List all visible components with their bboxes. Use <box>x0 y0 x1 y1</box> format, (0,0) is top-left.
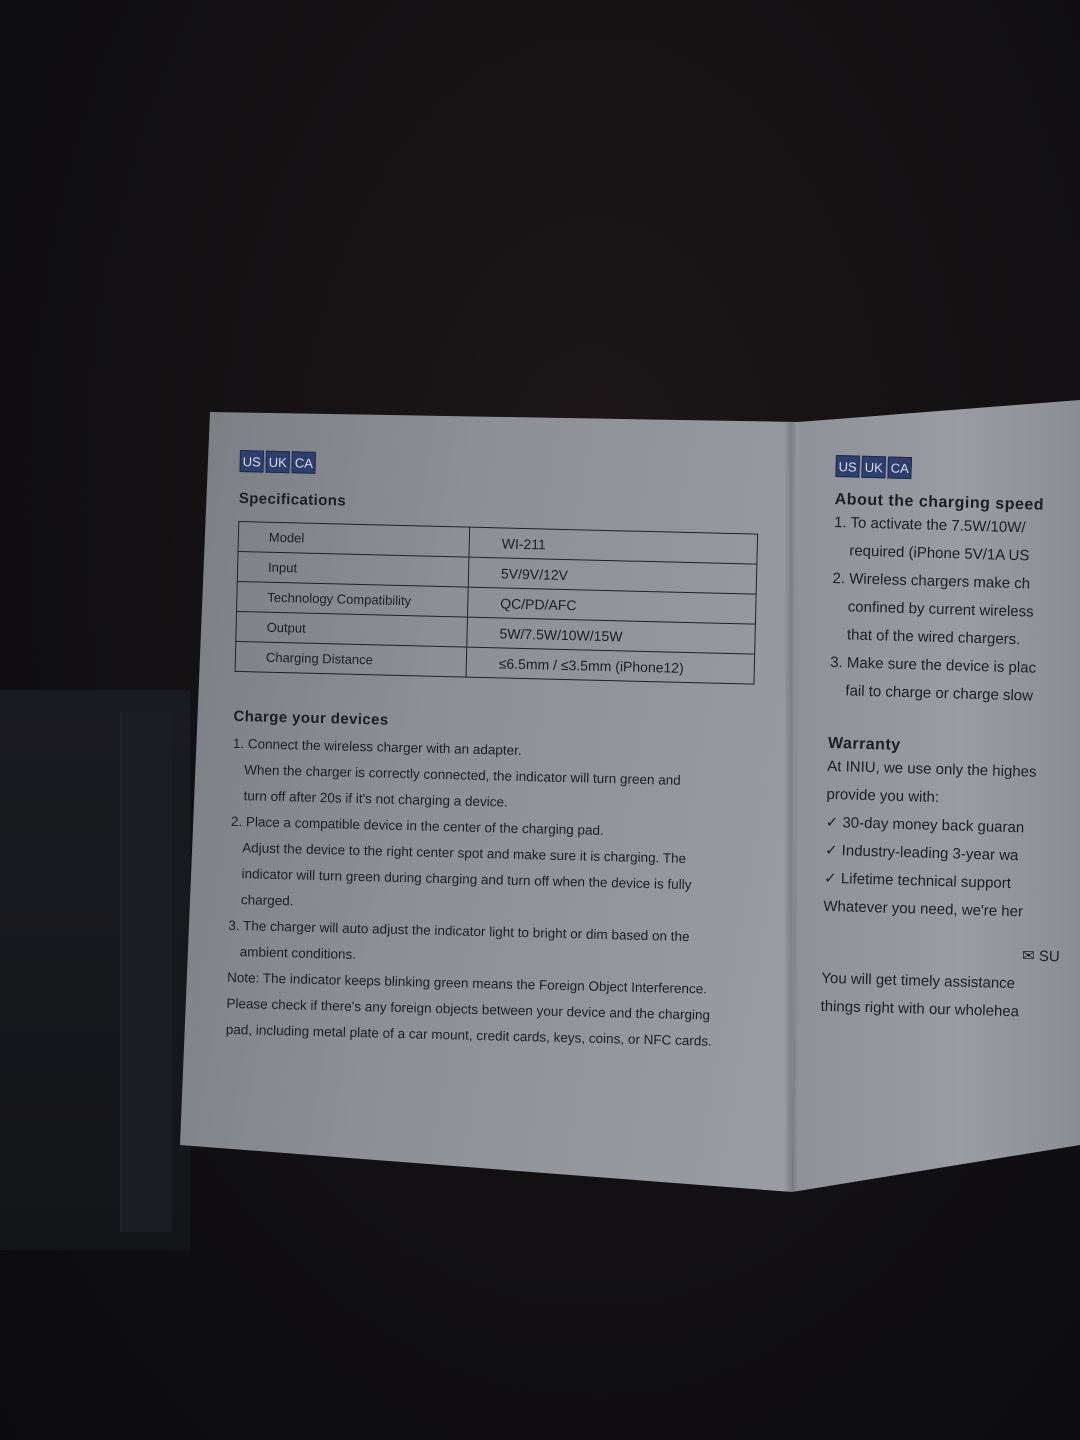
whatever-line: Whatever you need, we're her <box>823 897 1024 921</box>
speed-3a: 3. Make sure the device is plac <box>829 653 1037 677</box>
step-3-body-a: ambient conditions. <box>239 944 357 962</box>
background-dark-object-edge <box>120 712 172 1232</box>
region-uk: UK <box>861 456 886 479</box>
speed-2b: confined by current wireless <box>847 598 1034 621</box>
spec-label: Charging Distance <box>235 641 467 677</box>
mail-icon-support: ✉ SU <box>1021 947 1060 966</box>
spec-value: WI-211 <box>469 527 758 564</box>
step-1-title: 1. Connect the wireless charger with an adapter. <box>232 735 522 758</box>
region-us: US <box>239 450 264 473</box>
region-us: US <box>835 455 860 478</box>
warranty-line-a: At INIU, we use only the highes <box>827 757 1037 781</box>
note-line-a: Note: The indicator keeps blinking green means the Foreign Object Interference. <box>226 969 708 997</box>
step-1-body-b: turn off after 20s if it's not charging a device. <box>243 788 508 810</box>
right-page-content <box>820 455 1080 1029</box>
speed-3b: fail to charge or charge slow <box>845 682 1034 705</box>
note-line-b: Please check if there's any foreign objects between your device and the charging <box>226 995 711 1023</box>
step-2-body-a: Adjust the device to the right center spot and make sure it is charging. The <box>242 840 687 867</box>
spec-value: 5W/7.5W/10W/15W <box>467 617 756 654</box>
spec-value: QC/PD/AFC <box>467 587 756 624</box>
speed-title: About the charging speed <box>834 490 1045 514</box>
spec-label: Input <box>237 551 469 587</box>
charge-title: Charge your devices <box>233 707 389 729</box>
charge-steps <box>227 731 763 978</box>
check-item-2: ✓ Industry-leading 3-year wa <box>824 841 1019 865</box>
warranty-line-b: provide you with: <box>826 785 940 807</box>
page-fold <box>784 422 798 1192</box>
region-ca: CA <box>887 456 912 479</box>
speed-2c: that of the wired chargers. <box>846 626 1021 649</box>
region-uk: UK <box>266 451 291 474</box>
timely-line-b: things right with our wholehea <box>820 997 1020 1021</box>
speed-2a: 2. Wireless chargers make ch <box>832 569 1031 593</box>
timely-line-a: You will get timely assistance <box>821 969 1016 993</box>
note-line-c: pad, including metal plate of a car mount, credit cards, keys, coins, or NFC cards. <box>225 1021 713 1049</box>
warranty-title: Warranty <box>827 734 901 754</box>
region-ca: CA <box>292 451 317 474</box>
check-item-3: ✓ Lifetime technical support <box>823 869 1012 893</box>
speed-1a: 1. To activate the 7.5W/10W/ <box>833 513 1026 537</box>
check-item-1: ✓ 30-day money back guaran <box>825 813 1025 837</box>
step-2-body-b: indicator will turn green during charging and turn off when the device is fully <box>241 866 692 893</box>
spec-label: Technology Compatibility <box>237 581 469 617</box>
spec-title: Specifications <box>238 489 347 510</box>
step-3-title: 3. The charger will auto adjust the indicator light to bright or dim based on the <box>228 917 690 945</box>
step-2-body-c: charged. <box>240 892 294 909</box>
spec-value: ≤6.5mm / ≤3.5mm (iPhone12) <box>466 647 755 684</box>
spec-label: Output <box>236 611 468 647</box>
spec-label: Model <box>238 521 470 557</box>
spec-table <box>235 521 759 685</box>
spec-value: 5V/9V/12V <box>468 557 757 594</box>
note <box>226 965 758 1056</box>
speed-1b: required (iPhone 5V/1A US <box>849 542 1030 565</box>
step-1-body-a: When the charger is correctly connected, the indicator will turn green and <box>244 762 681 788</box>
step-2-title: 2. Place a compatible device in the center of the charging pad. <box>230 813 604 838</box>
left-page-content <box>226 450 770 1056</box>
